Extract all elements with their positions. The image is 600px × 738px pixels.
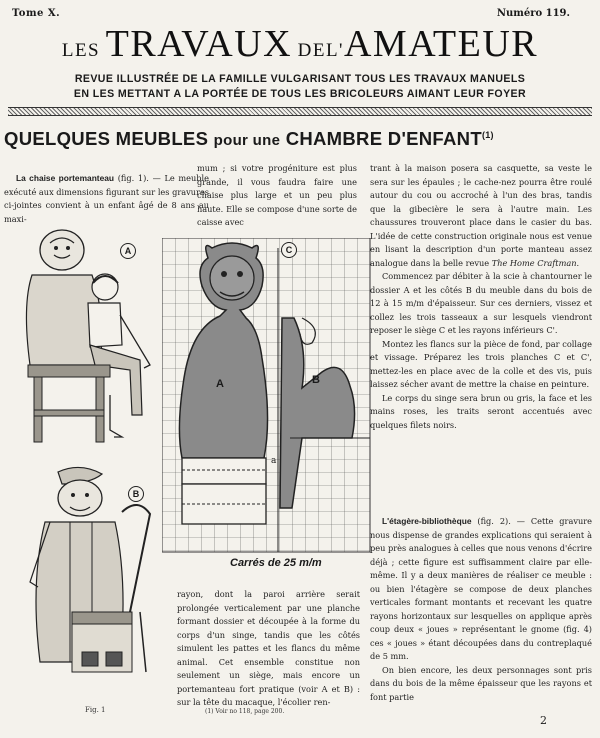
masthead-les: LES	[61, 40, 101, 61]
chair-lead: La chaise portemanteau	[16, 173, 115, 183]
col4-text: rayon, dont la paroi arrière serait prolongée verticalement par une planche formant dossier et découpée à la forme du corps d'un singe, tandis que les côtés simulent les pattes et les flancs du même animal. Cet ensemble constitue non seulement un siège, mais encore un portemanteau fort pratique (voir A et B) : sur la tête du macaque, l'écolier ren-	[177, 589, 360, 707]
col1-text: (fig. 1). — Le meuble exécuté aux dimensions figurant sur les gravures ci-jointes convient à un enfant âgé de 8 ans au maxi-	[4, 173, 209, 224]
title-footnote-mark: (1)	[481, 130, 494, 140]
fig-letter-a: A	[120, 243, 136, 259]
page-number: 2	[540, 714, 547, 727]
col5-p1: (fig. 2). — Cette gravure nous dispense de grandes explications qui seraient à peu près analogues à celles que nous venons d'écrire déjà ; cette figure est suffisamment claire par elle-même. Il y a deux manières de réaliser ce meuble : ou bien l'étagère se compose de deux planches verticales formant montants et recevant les quatre rayons horizontaux sur lesquelles on applique après coup deux « joues » représentant le gnome (fig. 4) ces « joues » étant découpées dans du contreplaqué de 5 mm.	[370, 516, 592, 661]
column-4	[177, 588, 360, 710]
part-label-a: A	[216, 378, 224, 390]
subtitle-line-2: EN LES METTANT A LA PORTÉE DE TOUS LES BRICOLEURS AIMANT LEUR FOYER	[73, 88, 527, 100]
figure-label: Fig. 1	[85, 706, 106, 714]
part-label-b: B	[312, 374, 320, 386]
column-1	[4, 172, 209, 226]
column-2	[197, 162, 357, 230]
col3-p1: trant à la maison posera sa casquette, sa veste le sera sur les épaules ; le cache-nez pourra être roulé autour du cou ou accroché à l'un des bras, tandis que la gibecière le sera à l'autre main. Les chaussures trouveront place dans le casier du bas. L'idée de cette construction originale nous est venue en lisant la description d'un porte manteau assez analogue dans la belle revue	[370, 163, 592, 268]
column-5	[370, 515, 592, 704]
masthead-amateur: AMATEUR	[343, 23, 539, 65]
masthead-l: L'	[325, 40, 344, 61]
tome-label: Tome X.	[12, 8, 61, 19]
illustration-a-child-on-chair	[10, 225, 185, 460]
title-part-b: pour une	[213, 132, 281, 149]
issue-number: Numéro 119.	[496, 8, 570, 19]
grid-caption: Carrés de 25 m/m	[230, 557, 322, 569]
col2-text: mum ; si votre progéniture est plus grande, il vous faudra faire une chaise plus large et un peu plus haute. Elle se compose d'une sorte de caisse avec	[197, 163, 357, 227]
fig-letter-b: B	[128, 486, 144, 502]
title-part-a: QUELQUES MEUBLES	[4, 128, 209, 149]
col3-p3: Montez les flancs sur la pièce de fond, par collage et vissage. Préparez les trois planches C et C', mettez-les en place avec de la colle et des vis, puis laissez sécher avant de mettre la chaise en peinture.	[370, 338, 592, 389]
shelf-lead: L'étagère-bibliothèque	[382, 516, 472, 526]
col3-p2: Commencez par débiter à la scie à chantourner le dossier A et les côtés B du meuble dans du bois de 12 à 15 m/m d'épaisseur. Sur ces derniers, vissez et collez les trois tasseaux a sur lesquels viendront reposer le siège C et les rayons inférieurs C'.	[370, 271, 592, 335]
part-label-a-small: a	[271, 456, 277, 466]
subtitle	[20, 72, 580, 102]
footnote: (1) Voir no 118, page 200.	[205, 708, 285, 715]
masthead-de: DE	[297, 40, 326, 61]
masthead-travaux: TRAVAUX	[105, 23, 293, 65]
hatched-divider	[8, 107, 592, 116]
illustration-b-coat-rack	[10, 462, 175, 702]
grid-plan	[162, 238, 372, 554]
col3-p1-italic: The Home Craftman.	[491, 257, 580, 268]
title-part-c: CHAMBRE D'ENFANT	[285, 128, 482, 149]
col5-p2: On bien encore, les deux personnages sont pris dans du bois de la même épaisseur que les rayons et font partie	[370, 664, 592, 702]
fig-letter-c: C	[281, 242, 297, 258]
article-title	[4, 128, 494, 150]
masthead	[0, 22, 600, 66]
subtitle-line-1: REVUE ILLUSTRÉE DE LA FAMILLE VULGARISANT TOUS LES TRAVAUX MANUELS	[74, 73, 526, 85]
col3-p4: Le corps du singe sera brun ou gris, la face et les mains roses, les traits seront accentués avec quelques filets noirs.	[370, 392, 592, 430]
column-3	[370, 162, 592, 432]
